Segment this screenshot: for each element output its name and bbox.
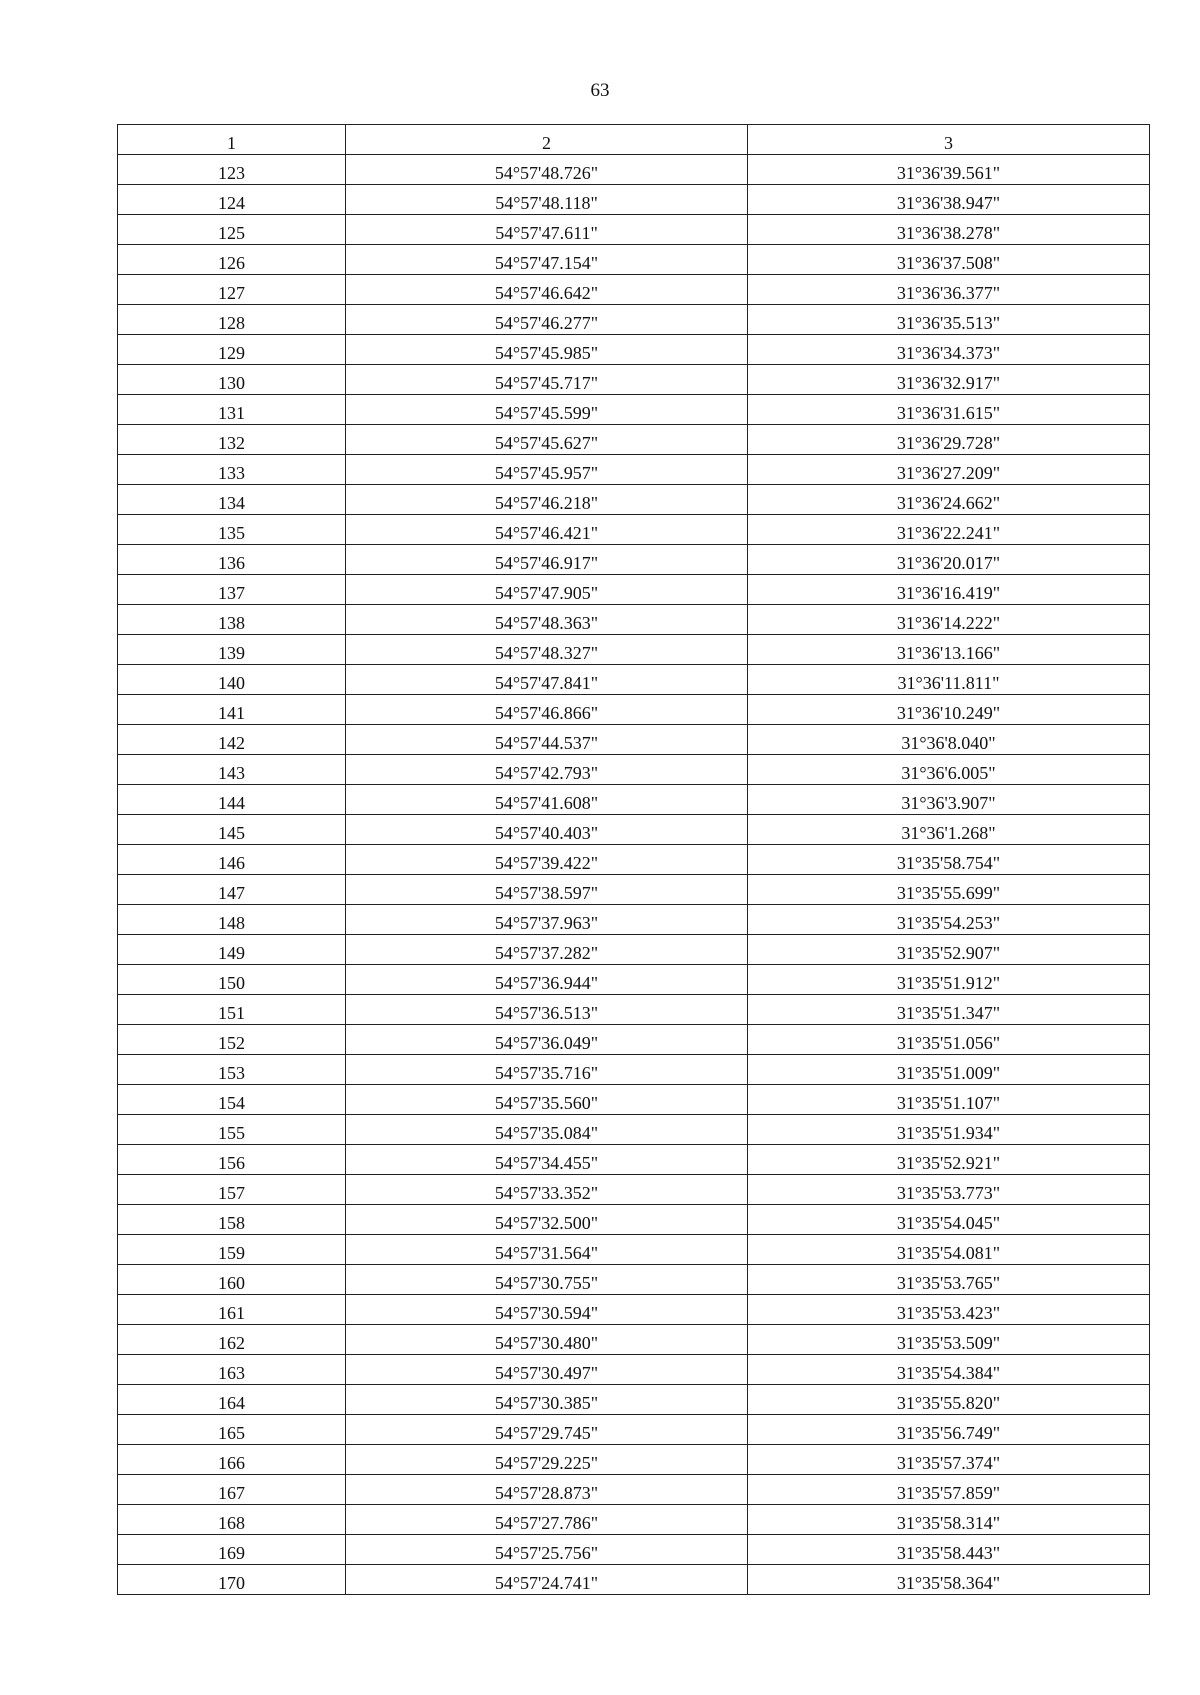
longitude-cell: 31°35'53.509" [748, 1325, 1150, 1355]
table-row [118, 695, 1150, 725]
point-number-cell: 149 [118, 935, 346, 965]
latitude-cell: 54°57'34.455" [346, 1145, 748, 1175]
longitude-cell: 31°36'31.615" [748, 395, 1150, 425]
table-row [118, 1475, 1150, 1505]
table-row [118, 305, 1150, 335]
latitude-cell: 54°57'42.793" [346, 755, 748, 785]
longitude-cell: 31°35'52.907" [748, 935, 1150, 965]
point-number-cell: 140 [118, 665, 346, 695]
point-number-cell: 151 [118, 995, 346, 1025]
longitude-cell: 31°36'3.907" [748, 785, 1150, 815]
point-number-cell: 164 [118, 1385, 346, 1415]
longitude-cell: 31°35'53.423" [748, 1295, 1150, 1325]
latitude-cell: 54°57'24.741" [346, 1565, 748, 1595]
longitude-cell: 31°36'36.377" [748, 275, 1150, 305]
point-number-cell: 125 [118, 215, 346, 245]
point-number-cell: 168 [118, 1505, 346, 1535]
table-row [118, 455, 1150, 485]
table-row [118, 515, 1150, 545]
table-row [118, 395, 1150, 425]
table-row [118, 605, 1150, 635]
point-number-cell: 142 [118, 725, 346, 755]
table-row [118, 1175, 1150, 1205]
point-number-cell: 157 [118, 1175, 346, 1205]
point-number-cell: 129 [118, 335, 346, 365]
point-number-cell: 141 [118, 695, 346, 725]
latitude-cell: 54°57'38.597" [346, 875, 748, 905]
longitude-cell: 31°36'10.249" [748, 695, 1150, 725]
table-row [118, 755, 1150, 785]
point-number-cell: 165 [118, 1415, 346, 1445]
table-row [118, 635, 1150, 665]
latitude-cell: 54°57'41.608" [346, 785, 748, 815]
coordinates-table [117, 124, 1150, 1595]
longitude-cell: 31°35'57.374" [748, 1445, 1150, 1475]
latitude-cell: 54°57'46.866" [346, 695, 748, 725]
table-row [118, 575, 1150, 605]
table-row [118, 1415, 1150, 1445]
latitude-cell: 54°57'29.225" [346, 1445, 748, 1475]
latitude-cell: 54°57'35.716" [346, 1055, 748, 1085]
latitude-cell: 54°57'36.944" [346, 965, 748, 995]
table-row [118, 1115, 1150, 1145]
latitude-cell: 54°57'45.599" [346, 395, 748, 425]
longitude-cell: 31°35'51.912" [748, 965, 1150, 995]
table-row [118, 1535, 1150, 1565]
longitude-cell: 31°36'34.373" [748, 335, 1150, 365]
table-row [118, 1385, 1150, 1415]
latitude-cell: 54°57'28.873" [346, 1475, 748, 1505]
latitude-cell: 54°57'47.611" [346, 215, 748, 245]
longitude-cell: 31°36'27.209" [748, 455, 1150, 485]
latitude-cell: 54°57'31.564" [346, 1235, 748, 1265]
table-row [118, 1205, 1150, 1235]
point-number-cell: 170 [118, 1565, 346, 1595]
table-row [118, 1295, 1150, 1325]
point-number-cell: 124 [118, 185, 346, 215]
table-row [118, 1055, 1150, 1085]
point-number-cell: 153 [118, 1055, 346, 1085]
longitude-cell: 31°35'51.107" [748, 1085, 1150, 1115]
longitude-cell: 31°35'51.009" [748, 1055, 1150, 1085]
table-row [118, 995, 1150, 1025]
table-row [118, 1265, 1150, 1295]
longitude-cell: 31°35'53.773" [748, 1175, 1150, 1205]
table-row [118, 365, 1150, 395]
latitude-cell: 54°57'45.957" [346, 455, 748, 485]
latitude-cell: 54°57'30.385" [346, 1385, 748, 1415]
point-number-cell: 133 [118, 455, 346, 485]
latitude-cell: 54°57'46.218" [346, 485, 748, 515]
latitude-cell: 54°57'46.277" [346, 305, 748, 335]
latitude-cell: 54°57'39.422" [346, 845, 748, 875]
page-number: 63 [590, 80, 610, 101]
point-number-cell: 137 [118, 575, 346, 605]
point-number-cell: 148 [118, 905, 346, 935]
table-header [118, 125, 1150, 155]
header-cell-1: 1 [118, 125, 346, 155]
table-row [118, 1325, 1150, 1355]
longitude-cell: 31°36'39.561" [748, 155, 1150, 185]
point-number-cell: 134 [118, 485, 346, 515]
point-number-cell: 167 [118, 1475, 346, 1505]
point-number-cell: 154 [118, 1085, 346, 1115]
latitude-cell: 54°57'30.480" [346, 1325, 748, 1355]
table-row [118, 905, 1150, 935]
latitude-cell: 54°57'48.327" [346, 635, 748, 665]
table-row [118, 965, 1150, 995]
table-row [118, 665, 1150, 695]
latitude-cell: 54°57'45.717" [346, 365, 748, 395]
longitude-cell: 31°35'54.253" [748, 905, 1150, 935]
point-number-cell: 131 [118, 395, 346, 425]
latitude-cell: 54°57'25.756" [346, 1535, 748, 1565]
longitude-cell: 31°35'55.699" [748, 875, 1150, 905]
latitude-cell: 54°57'32.500" [346, 1205, 748, 1235]
table-row [118, 545, 1150, 575]
table-row [118, 1145, 1150, 1175]
point-number-cell: 150 [118, 965, 346, 995]
longitude-cell: 31°36'13.166" [748, 635, 1150, 665]
table-row [118, 1025, 1150, 1055]
longitude-cell: 31°36'1.268" [748, 815, 1150, 845]
latitude-cell: 54°57'36.049" [346, 1025, 748, 1055]
longitude-cell: 31°35'52.921" [748, 1145, 1150, 1175]
latitude-cell: 54°57'30.755" [346, 1265, 748, 1295]
longitude-cell: 31°35'55.820" [748, 1385, 1150, 1415]
table-row [118, 815, 1150, 845]
point-number-cell: 138 [118, 605, 346, 635]
latitude-cell: 54°57'30.497" [346, 1355, 748, 1385]
longitude-cell: 31°35'54.384" [748, 1355, 1150, 1385]
longitude-cell: 31°36'11.811" [748, 665, 1150, 695]
longitude-cell: 31°35'58.314" [748, 1505, 1150, 1535]
longitude-cell: 31°36'22.241" [748, 515, 1150, 545]
longitude-cell: 31°36'29.728" [748, 425, 1150, 455]
latitude-cell: 54°57'35.084" [346, 1115, 748, 1145]
header-cell-3: 3 [748, 125, 1150, 155]
point-number-cell: 144 [118, 785, 346, 815]
point-number-cell: 123 [118, 155, 346, 185]
latitude-cell: 54°57'46.917" [346, 545, 748, 575]
latitude-cell: 54°57'47.841" [346, 665, 748, 695]
latitude-cell: 54°57'48.118" [346, 185, 748, 215]
point-number-cell: 159 [118, 1235, 346, 1265]
longitude-cell: 31°35'51.934" [748, 1115, 1150, 1145]
longitude-cell: 31°36'8.040" [748, 725, 1150, 755]
latitude-cell: 54°57'45.985" [346, 335, 748, 365]
longitude-cell: 31°36'38.278" [748, 215, 1150, 245]
longitude-cell: 31°36'37.508" [748, 245, 1150, 275]
point-number-cell: 132 [118, 425, 346, 455]
latitude-cell: 54°57'33.352" [346, 1175, 748, 1205]
latitude-cell: 54°57'48.726" [346, 155, 748, 185]
point-number-cell: 156 [118, 1145, 346, 1175]
latitude-cell: 54°57'37.963" [346, 905, 748, 935]
point-number-cell: 162 [118, 1325, 346, 1355]
latitude-cell: 54°57'27.786" [346, 1505, 748, 1535]
longitude-cell: 31°35'54.045" [748, 1205, 1150, 1235]
point-number-cell: 145 [118, 815, 346, 845]
point-number-cell: 163 [118, 1355, 346, 1385]
longitude-cell: 31°35'58.364" [748, 1565, 1150, 1595]
table-row [118, 725, 1150, 755]
table-row [118, 1505, 1150, 1535]
point-number-cell: 128 [118, 305, 346, 335]
longitude-cell: 31°36'6.005" [748, 755, 1150, 785]
longitude-cell: 31°35'58.443" [748, 1535, 1150, 1565]
point-number-cell: 152 [118, 1025, 346, 1055]
latitude-cell: 54°57'47.154" [346, 245, 748, 275]
table-row [118, 155, 1150, 185]
point-number-cell: 136 [118, 545, 346, 575]
latitude-cell: 54°57'40.403" [346, 815, 748, 845]
point-number-cell: 169 [118, 1535, 346, 1565]
table-row [118, 875, 1150, 905]
point-number-cell: 139 [118, 635, 346, 665]
table-row [118, 1565, 1150, 1595]
latitude-cell: 54°57'46.421" [346, 515, 748, 545]
header-row [118, 125, 1150, 155]
latitude-cell: 54°57'30.594" [346, 1295, 748, 1325]
header-cell-2: 2 [346, 125, 748, 155]
point-number-cell: 166 [118, 1445, 346, 1475]
point-number-cell: 143 [118, 755, 346, 785]
table-row [118, 1085, 1150, 1115]
longitude-cell: 31°35'56.749" [748, 1415, 1150, 1445]
point-number-cell: 135 [118, 515, 346, 545]
table-row [118, 935, 1150, 965]
point-number-cell: 158 [118, 1205, 346, 1235]
longitude-cell: 31°35'58.754" [748, 845, 1150, 875]
point-number-cell: 160 [118, 1265, 346, 1295]
table-row [118, 485, 1150, 515]
latitude-cell: 54°57'48.363" [346, 605, 748, 635]
table-row [118, 1445, 1150, 1475]
latitude-cell: 54°57'29.745" [346, 1415, 748, 1445]
latitude-cell: 54°57'46.642" [346, 275, 748, 305]
table-row [118, 275, 1150, 305]
table-row [118, 1355, 1150, 1385]
longitude-cell: 31°36'32.917" [748, 365, 1150, 395]
point-number-cell: 146 [118, 845, 346, 875]
longitude-cell: 31°35'51.347" [748, 995, 1150, 1025]
latitude-cell: 54°57'37.282" [346, 935, 748, 965]
table-row [118, 425, 1150, 455]
table-row [118, 185, 1150, 215]
point-number-cell: 127 [118, 275, 346, 305]
point-number-cell: 161 [118, 1295, 346, 1325]
longitude-cell: 31°36'35.513" [748, 305, 1150, 335]
table-row [118, 785, 1150, 815]
table-body [118, 155, 1150, 1595]
latitude-cell: 54°57'36.513" [346, 995, 748, 1025]
latitude-cell: 54°57'35.560" [346, 1085, 748, 1115]
longitude-cell: 31°35'57.859" [748, 1475, 1150, 1505]
latitude-cell: 54°57'44.537" [346, 725, 748, 755]
longitude-cell: 31°36'16.419" [748, 575, 1150, 605]
longitude-cell: 31°35'53.765" [748, 1265, 1150, 1295]
longitude-cell: 31°35'51.056" [748, 1025, 1150, 1055]
table-row [118, 245, 1150, 275]
longitude-cell: 31°36'14.222" [748, 605, 1150, 635]
table-row [118, 845, 1150, 875]
table-row [118, 335, 1150, 365]
point-number-cell: 130 [118, 365, 346, 395]
point-number-cell: 147 [118, 875, 346, 905]
table-row [118, 1235, 1150, 1265]
longitude-cell: 31°36'24.662" [748, 485, 1150, 515]
point-number-cell: 126 [118, 245, 346, 275]
table-row [118, 215, 1150, 245]
point-number-cell: 155 [118, 1115, 346, 1145]
latitude-cell: 54°57'47.905" [346, 575, 748, 605]
longitude-cell: 31°35'54.081" [748, 1235, 1150, 1265]
latitude-cell: 54°57'45.627" [346, 425, 748, 455]
longitude-cell: 31°36'38.947" [748, 185, 1150, 215]
longitude-cell: 31°36'20.017" [748, 545, 1150, 575]
